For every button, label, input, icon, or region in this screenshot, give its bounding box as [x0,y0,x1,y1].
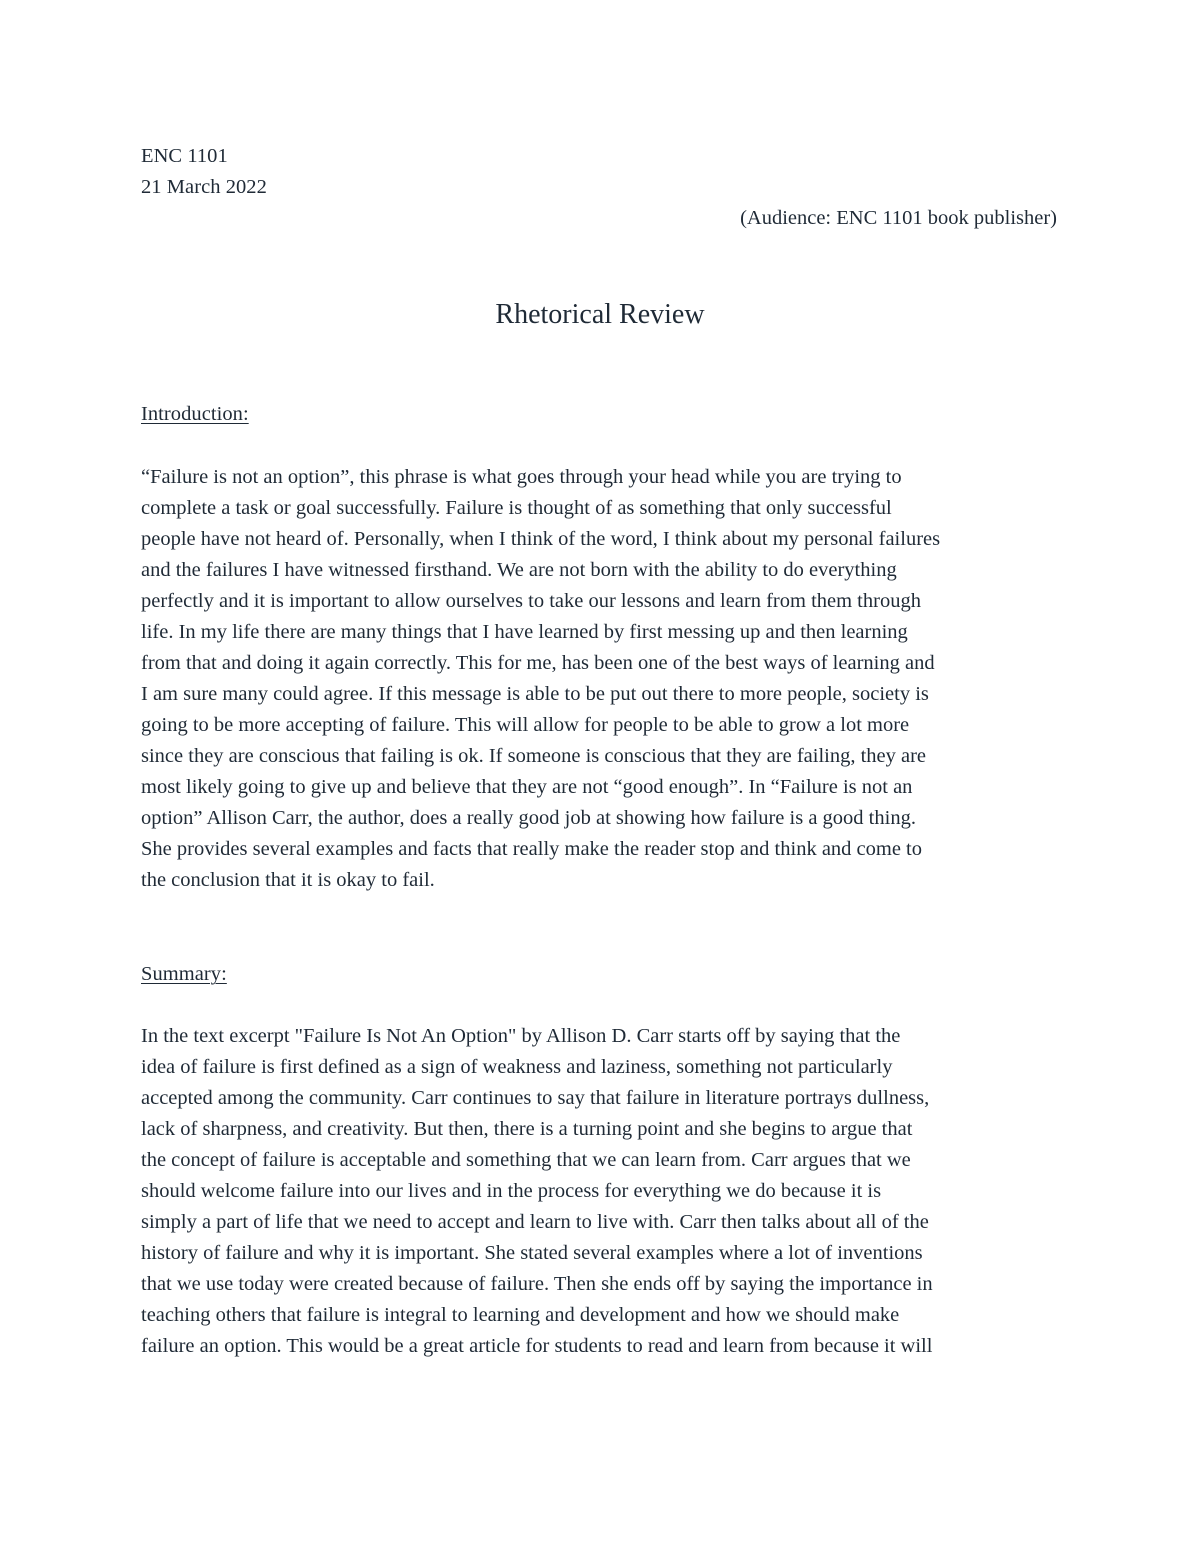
paragraph-line: perfectly and it is important to allow ourselves to take our lessons and learn from them through [141,590,921,612]
paragraph-line: complete a task or goal successfully. Failure is thought of as something that only successful [141,497,892,519]
date-line: 21 March 2022 [141,176,267,198]
introduction-paragraph [141,462,1071,896]
paragraph-line: the concept of failure is acceptable and something that we can learn from. Carr argues that we [141,1149,911,1171]
document-title: Rhetorical Review [495,299,705,330]
paragraph-line: option” Allison Carr, the author, does a really good job at showing how failure is a good thing. [141,807,916,829]
paragraph-line: from that and doing it again correctly. This for me, has been one of the best ways of learning and [141,652,935,674]
paragraph-line: idea of failure is first defined as a sign of weakness and laziness, something not particularly [141,1056,893,1078]
paragraph-line: “Failure is not an option”, this phrase is what goes through your head while you are trying to [141,466,902,488]
paragraph-line: I am sure many could agree. If this message is able to be put out there to more people, society is [141,683,929,705]
paragraph-line: teaching others that failure is integral to learning and development and how we should make [141,1304,900,1326]
paragraph-line: and the failures I have witnessed firsthand. We are not born with the ability to do everything [141,559,897,581]
paragraph-line: that we use today were created because of failure. Then she ends off by saying the importance in [141,1273,933,1295]
paragraph-line: history of failure and why it is important. She stated several examples where a lot of inventions [141,1242,923,1264]
course-line: ENC 1101 [141,145,228,167]
summary-heading: Summary: [141,963,227,985]
paragraph-line: people have not heard of. Personally, when I think of the word, I think about my personal failures [141,528,941,550]
paragraph-line: since they are conscious that failing is ok. If someone is conscious that they are failing, they are [141,745,927,767]
paragraph-line: should welcome failure into our lives and in the process for everything we do because it is [141,1180,882,1202]
paragraph-line: accepted among the community. Carr continues to say that failure in literature portrays dullness, [141,1087,930,1109]
paragraph-line: She provides several examples and facts that really make the reader stop and think and come to [141,838,923,860]
paragraph-line: the conclusion that it is okay to fail. [141,869,435,891]
paragraph-line: failure an option. This would be a great article for students to read and learn from because it will [141,1335,933,1357]
paragraph-line: simply a part of life that we need to accept and learn to live with. Carr then talks about all of the [141,1211,929,1233]
paragraph-line: most likely going to give up and believe that they are not “good enough”. In “Failure is not an [141,776,913,798]
paragraph-line: In the text excerpt "Failure Is Not An Option" by Allison D. Carr starts off by saying that the [141,1025,901,1047]
paragraph-line: life. In my life there are many things that I have learned by first messing up and then learning [141,621,908,643]
paragraph-line: lack of sharpness, and creativity. But then, there is a turning point and she begins to argue that [141,1118,913,1140]
paragraph-line: going to be more accepting of failure. This will allow for people to be able to grow a lot more [141,714,910,736]
introduction-heading: Introduction: [141,403,249,425]
audience-line: (Audience: ENC 1101 book publisher) [740,207,1057,229]
summary-paragraph [141,1021,1071,1362]
